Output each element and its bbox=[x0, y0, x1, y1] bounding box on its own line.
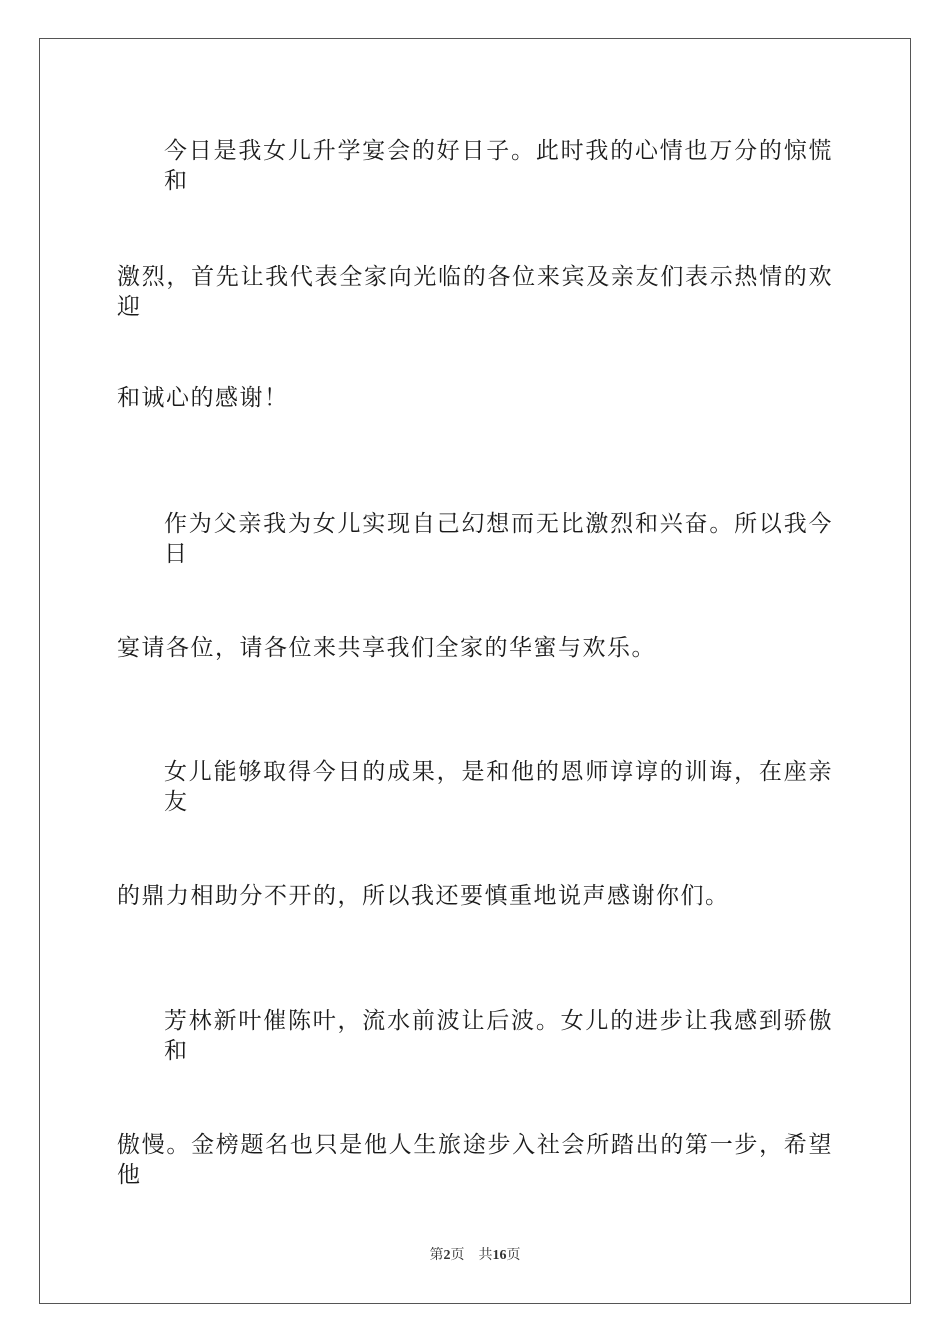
page-total-suffix: 页 bbox=[506, 1248, 521, 1263]
page-number-current: 2 bbox=[443, 1248, 451, 1263]
paragraph-2-line-2: 宴请各位，请各位来共享我们全家的华蜜与欢乐。 bbox=[117, 635, 656, 661]
page-frame bbox=[39, 38, 911, 1304]
page-number-suffix: 页 bbox=[450, 1248, 465, 1263]
page-number-total: 16 bbox=[492, 1248, 507, 1263]
paragraph-3-line-2: 的鼎力相助分不开的，所以我还要慎重地说声感谢你们。 bbox=[117, 883, 730, 909]
paragraph-4-line-2: 傲慢。金榜题名也只是他人生旅途步入社会所踏出的第一步，希望他 bbox=[117, 1132, 833, 1188]
page-total-prefix: 共 bbox=[478, 1248, 493, 1263]
paragraph-1-line-3: 和诚心的感谢！ bbox=[117, 385, 289, 411]
paragraph-2-line-1: 作为父亲我为女儿实现自己幻想而无比激烈和兴奋。所以我今日 bbox=[164, 511, 833, 567]
paragraph-4-line-1: 芳林新叶催陈叶，流水前波让后波。女儿的进步让我感到骄傲和 bbox=[164, 1008, 833, 1064]
paragraph-3-line-1: 女儿能够取得今日的成果，是和他的恩师谆谆的训诲，在座亲友 bbox=[164, 759, 833, 815]
paragraph-1-line-2: 激烈，首先让我代表全家向光临的各位来宾及亲友们表示热情的欢迎 bbox=[117, 264, 833, 320]
page-footer bbox=[0, 1246, 950, 1266]
page-number-prefix: 第 bbox=[429, 1248, 444, 1263]
paragraph-1-line-1: 今日是我女儿升学宴会的好日子。此时我的心情也万分的惊慌和 bbox=[164, 138, 833, 194]
